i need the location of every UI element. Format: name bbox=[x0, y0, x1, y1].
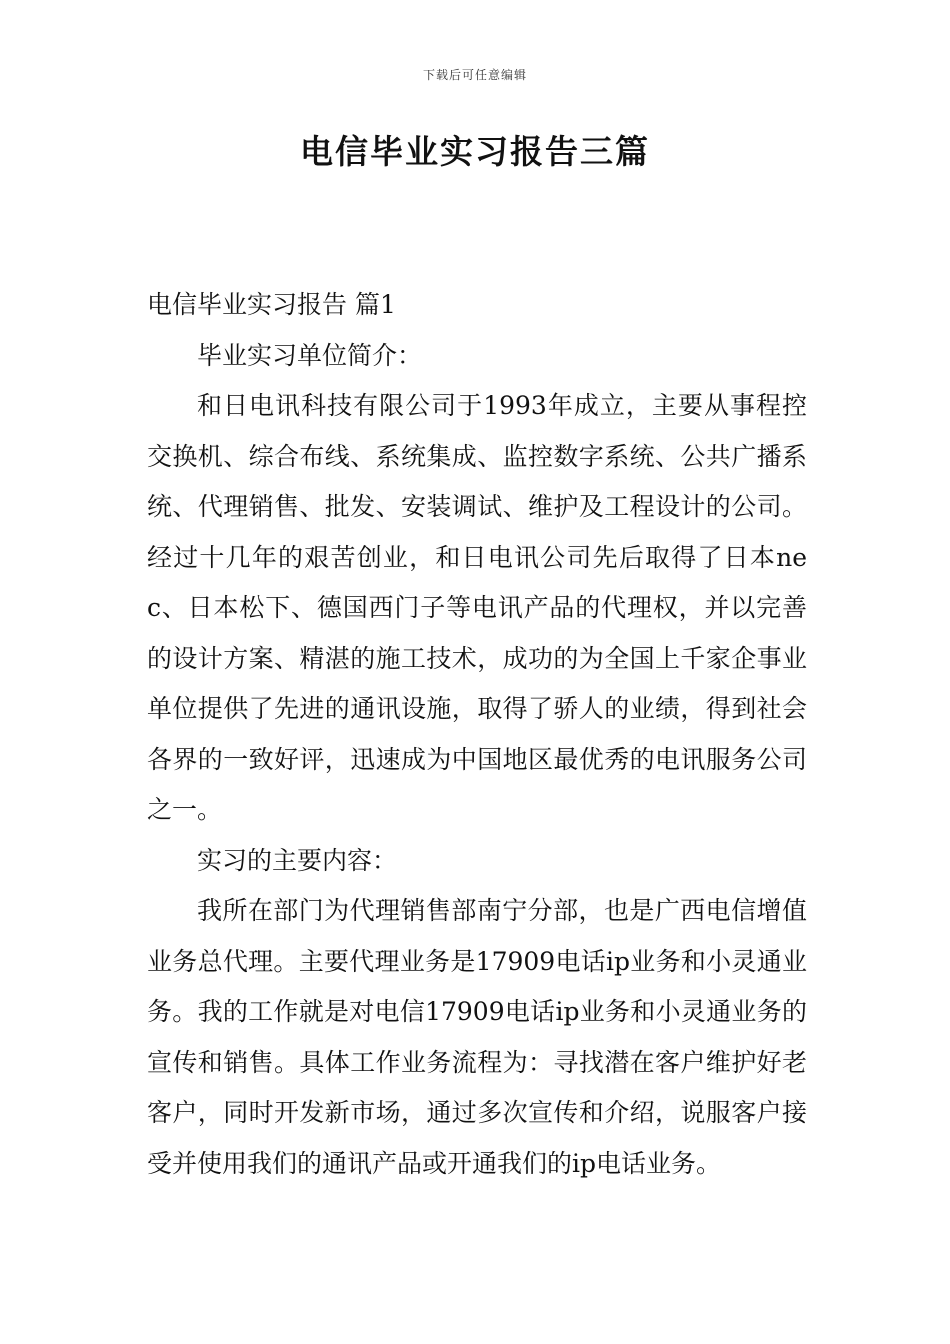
document-title: 电信毕业实习报告三篇 bbox=[300, 132, 650, 171]
document-body bbox=[147, 280, 807, 1189]
paragraph-company-profile: 和日电讯科技有限公司于1993年成立，主要从事程控交换机、综合布线、系统集成、监控数字系统、公共广播系统、代理销售、批发、安装调试、维护及工程设计的公司。经过十几年的艰苦创业，和日电讯公司先后取得了日本nec、日本松下、德国西门子等电讯产品的代理权，并以完善的设计方案、精湛的施工技术，成功的为全国上千家企事业单位提供了先进的通讯设施，取得了骄人的业绩，得到社会各界的一致好评，迅速成为中国地区最优秀的电讯服务公司之一。 bbox=[147, 391, 807, 824]
paragraph-content-heading: 实习的主要内容： bbox=[197, 845, 398, 875]
section-heading: 电信毕业实习报告 篇1 bbox=[147, 290, 396, 319]
paragraph-work-description: 我所在部门为代理销售部南宁分部，也是广西电信增值业务总代理。主要代理业务是17909电话ip业务和小灵通业务。我的工作就是对电信17909电话ip业务和小灵通业务的宣传和销售。具体工作业务流程为：寻找潜在客户维护好老客户，同时开发新市场，通过多次宣传和介绍，说服客户接受并使用我们的通讯产品或开通我们的ip电话业务。 bbox=[147, 896, 807, 1178]
header-note: 下载后可任意编辑 bbox=[422, 68, 527, 82]
paragraph-intro-heading: 毕业实习单位简介： bbox=[197, 340, 423, 370]
